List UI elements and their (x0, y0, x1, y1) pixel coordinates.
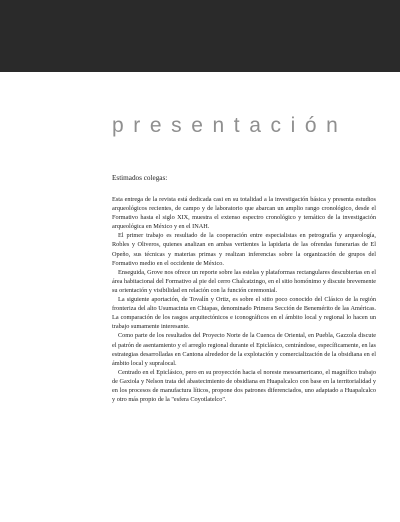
header-band (0, 0, 400, 72)
paragraph: Enseguida, Grove nos ofrece un reporte sobre las estelas y plataformas rectangulares descubiertas en el área habitacional del Formativo al pie del cerro Chalcatzingo, en el sitio homónimo y discute brevemente su orientación y visibilidad en relación con la función ceremonial. (112, 268, 376, 294)
body-text (112, 174, 376, 404)
greeting: Estimados colegas: (112, 174, 168, 182)
paragraph: Centrado en el Epiclásico, pero en su proyección hacia el noreste mesoamericano, el magnífico trabajo de Gaxiola y Nelson trata del abastecimiento de obsidiana en Huapalcalco con base en la territorialidad y en los procesos de manufactura líticos, propone dos patrones diferenciados, uno adaptado a Huapalcalco y otro más propio de la "esfera Coyotlatelco". (112, 368, 376, 404)
paragraph: La siguiente aportación, de Tovalín y Ortiz, es sobre el sitio poco conocido del Clásico de la región fronteriza del alto Usumacinta en Chiapas, denominado Primera Sección de Benemérito de las Américas. La comparación de los rasgos arquitectónicos e iconográficos en el ámbito local y regional lo hacen un trabajo sumamente interesante. (112, 296, 376, 331)
paragraph: Esta entrega de la revista está dedicada casi en su totalidad a la investigación básica y presenta estudios arqueológicos recientes, de campo y de laboratorio que abarcan un amplio rango cronológico, desde el Formativo hasta el siglo XIX, muestra el extenso espectro cronológico y temático de la investigación arqueológica en México y en el INAH. (112, 196, 376, 231)
section-title: presentación (112, 114, 348, 137)
paragraph: El primer trabajo es resultado de la cooperación entre especialistas en petrografía y arqueología, Robles y Oliveros, quienes analizan en ambas vertientes la lapidaria de las ofrendas funerarias de El Opeño, sus técnicas y materias primas y realizan inferencias sobre la organización de grupos del Formativo medio en el occidente de México. (112, 232, 376, 267)
paragraph: Como parte de los resultados del Proyecto Norte de la Cuenca de Oriental, en Puebla, Gazzola discute el patrón de asentamiento y el arreglo regional durante el Epiclásico, centrándose, específicamente, en las estrategias desarrolladas en Cantona alrededor de la explotación y comercialización de la obsidiana en el ámbito local y supralocal. (112, 332, 376, 367)
